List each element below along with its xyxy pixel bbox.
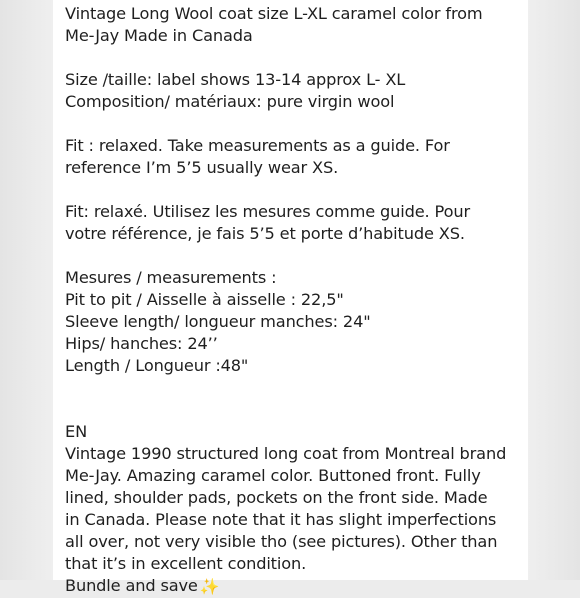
en-description-line-3: lined, shoulder pads, pockets on the front side. Made <box>65 488 488 507</box>
hips-line: Hips/ hanches: 24’’ <box>65 334 218 353</box>
blank-line <box>65 113 527 135</box>
title-line-2: Me-Jay Made in Canada <box>65 26 253 45</box>
left-side-panel <box>0 0 53 580</box>
blank-line <box>65 377 527 399</box>
language-label: EN <box>65 422 88 441</box>
sparkles-icon: ✨ <box>199 577 220 596</box>
en-description-line-6: that it’s in excellent condition. <box>65 554 307 573</box>
sleeve-length-line: Sleeve length/ longueur manches: 24" <box>65 312 371 331</box>
en-description-line-4: in Canada. Please note that it has slight imperfections <box>65 510 497 529</box>
fit-fr-line-2: votre référence, je fais 5’5 et porte d’habitude XS. <box>65 224 465 243</box>
fit-fr-line-1: Fit: relaxé. Utilisez les mesures comme guide. Pour <box>65 202 470 221</box>
bundle-line <box>65 575 527 597</box>
measures-heading: Mesures / measurements : <box>65 268 277 287</box>
description-text <box>65 3 527 597</box>
right-side-panel <box>528 0 580 580</box>
fit-en-line-2: reference I’m 5’5 usually wear XS. <box>65 158 339 177</box>
pit-to-pit-line: Pit to pit / Aisselle à aisselle : 22,5" <box>65 290 344 309</box>
en-description-line-5: all over, not very visible tho (see pictures). Other than <box>65 532 498 551</box>
bundle-text: Bundle and save <box>65 576 198 595</box>
fit-en-line-1: Fit : relaxed. Take measurements as a guide. For <box>65 136 450 155</box>
blank-line <box>65 47 527 69</box>
blank-line <box>65 179 527 201</box>
blank-line <box>65 399 527 421</box>
description-sheet <box>53 0 528 596</box>
size-line: Size /taille: label shows 13-14 approx L- XL <box>65 70 406 89</box>
title-line-1: Vintage Long Wool coat size L-XL caramel color from <box>65 4 483 23</box>
length-line: Length / Longueur :48" <box>65 356 249 375</box>
en-description-line-1: Vintage 1990 structured long coat from Montreal brand <box>65 444 507 463</box>
blank-line <box>65 245 527 267</box>
en-description-line-2: Me-Jay. Amazing caramel color. Buttoned front. Fully <box>65 466 481 485</box>
composition-line: Composition/ matériaux: pure virgin wool <box>65 92 395 111</box>
